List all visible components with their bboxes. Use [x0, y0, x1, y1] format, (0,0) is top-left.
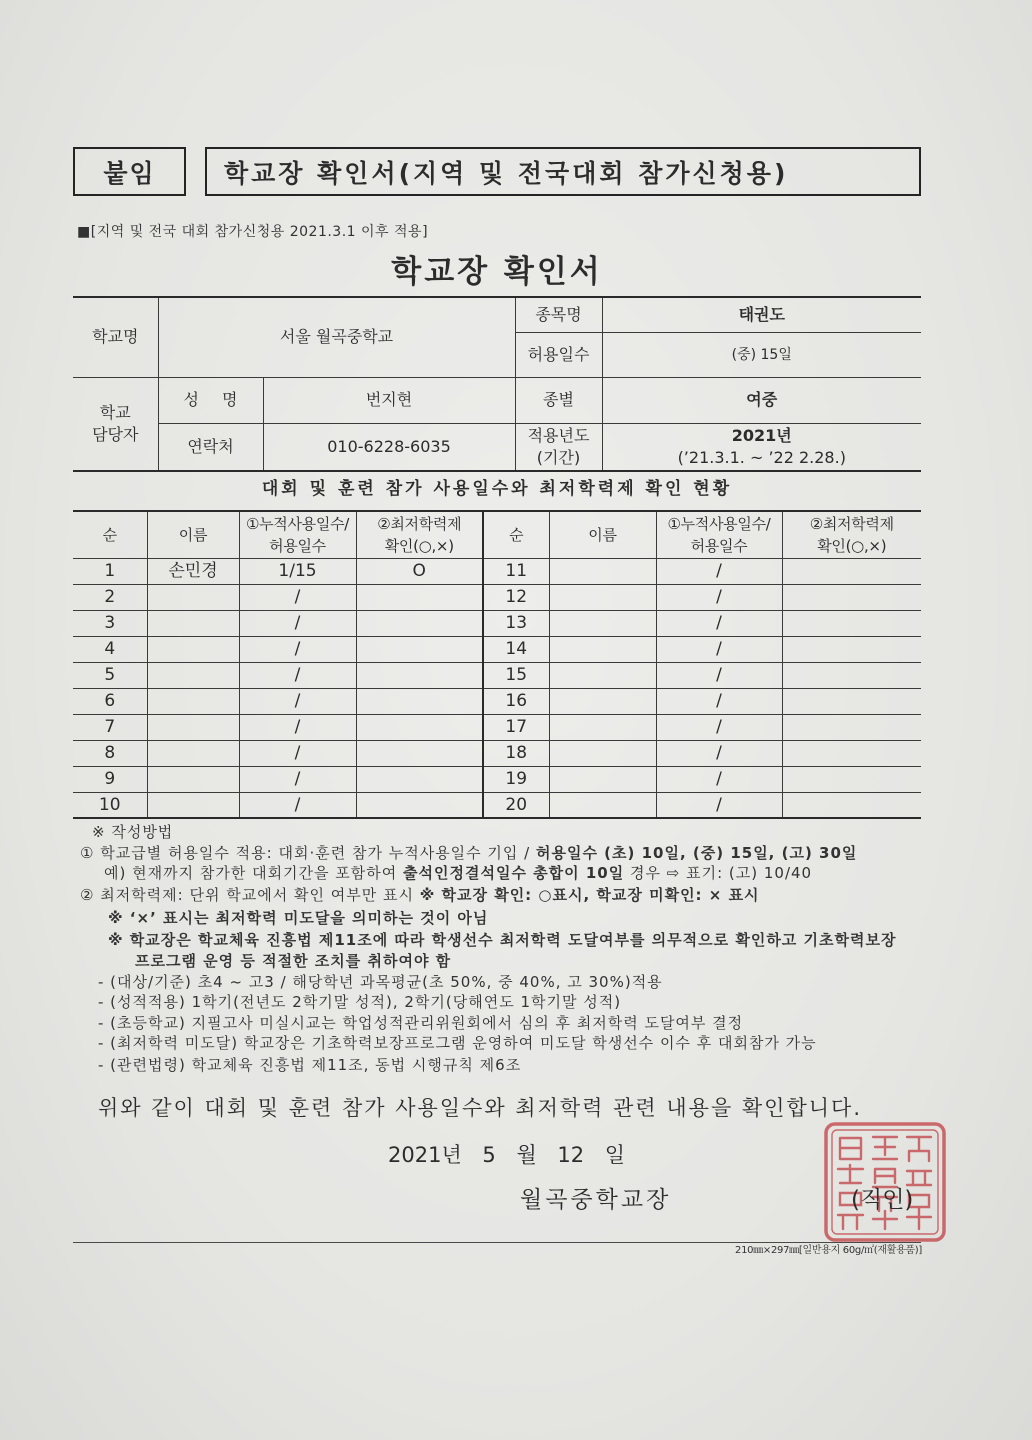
days-used-cell: / — [239, 740, 356, 766]
days-used-cell: / — [239, 584, 356, 610]
seal-label: (직인) — [851, 1187, 914, 1213]
school-name-value: 서울 월곡중학교 — [158, 297, 515, 377]
row-number-cell: 5 — [73, 662, 147, 688]
period-year: 2021년 — [731, 425, 792, 445]
athlete-name-cell: 손민경 — [147, 558, 239, 584]
table-header-row — [73, 511, 921, 558]
days-used-cell: / — [656, 610, 782, 636]
header-academic-check-line: ②최저학력제 — [377, 514, 462, 533]
note-example-text: 경우 ⇨ 표기: (고) 10/40 — [624, 864, 813, 882]
athlete-name-cell — [549, 584, 656, 610]
manager-name-value: 번지현 — [263, 377, 515, 423]
row-number-cell: 8 — [73, 740, 147, 766]
info-row — [73, 377, 921, 423]
period-label-line: 적용년도 — [527, 425, 590, 445]
athlete-name-cell — [549, 792, 656, 818]
row-number-cell: 17 — [483, 714, 549, 740]
days-used-cell: / — [656, 792, 782, 818]
note-example — [104, 863, 812, 883]
academic-check-cell — [356, 584, 483, 610]
athlete-name-cell — [147, 584, 239, 610]
note-item-1 — [80, 843, 857, 863]
academic-check-cell — [356, 766, 483, 792]
days-used-cell: / — [239, 636, 356, 662]
header-no: 순 — [73, 511, 147, 558]
academic-check-cell — [782, 610, 921, 636]
days-used-cell: / — [656, 584, 782, 610]
header-days-used — [239, 511, 356, 558]
row-number-cell: 4 — [73, 636, 147, 662]
athlete-name-cell — [147, 740, 239, 766]
days-used-cell: / — [656, 662, 782, 688]
athlete-name-cell — [549, 662, 656, 688]
allowed-days-value: (중) 15일 — [602, 332, 921, 377]
athlete-name-cell — [549, 688, 656, 714]
row-number-cell: 11 — [483, 558, 549, 584]
signer-title: 월곡중학교장 — [520, 1187, 672, 1213]
row-number-cell: 10 — [73, 792, 147, 818]
note-remark-1: ※ ‘×’ 표시는 최저학력 미도달을 의미하는 것이 아님 — [108, 909, 489, 927]
academic-check-cell — [782, 688, 921, 714]
athlete-name-cell — [147, 636, 239, 662]
note-detail: - (대상/기준) 초4 ~ 고3 / 해당학년 과목평균(초 50%, 중 40%, 고 30%)적용 — [98, 973, 663, 991]
row-number-cell: 13 — [483, 610, 549, 636]
info-row — [73, 297, 921, 332]
note-item-1-text: ① 학교급별 허용일수 적용: 대회·훈련 참가 누적사용일수 기입 / — [80, 844, 536, 862]
period-range: (’21.3.1. ~ ’22 2.28.) — [677, 447, 846, 467]
header-academic-check-line: ②최저학력제 — [809, 514, 894, 533]
note-example-text: 예) 현재까지 참가한 대회기간을 포함하여 — [104, 864, 404, 882]
bottom-rule — [73, 1242, 921, 1243]
academic-check-cell — [356, 740, 483, 766]
note-detail: - (초등학교) 지필고사 미실시교는 학업성적관리위원회에서 심의 후 최저학력 도달여부 결정 — [98, 1014, 744, 1032]
header-academic-check — [782, 511, 921, 558]
academic-check-cell — [356, 792, 483, 818]
table-row — [73, 792, 921, 818]
days-used-cell: / — [239, 792, 356, 818]
sport-value: 태권도 — [602, 297, 921, 332]
days-used-cell: / — [239, 688, 356, 714]
note-item-2-text: ② 최저학력제: 단위 학교에서 확인 여부만 표시 — [80, 886, 420, 904]
athlete-name-cell — [147, 792, 239, 818]
note-detail: - (관련법령) 학교체육 진흥법 제11조, 동법 시행규칙 제6조 — [98, 1056, 522, 1074]
phone-value: 010-6228-6035 — [263, 423, 515, 471]
note-detail: - (성적적용) 1학기(전년도 2학기말 성적), 2학기(당해연도 1학기말 성적) — [98, 993, 622, 1011]
period-label — [515, 423, 602, 471]
row-number-cell: 15 — [483, 662, 549, 688]
note-example-emphasis: 출석인정결석일수 총합이 10일 — [403, 864, 625, 882]
sport-label: 종목명 — [515, 297, 602, 332]
row-number-cell: 3 — [73, 610, 147, 636]
note-remark-2-continued: 프로그램 운영 등 적절한 조치를 취하여야 함 — [135, 952, 452, 970]
table-row — [73, 766, 921, 792]
academic-check-cell — [782, 766, 921, 792]
academic-check-cell — [782, 636, 921, 662]
header-name: 이름 — [147, 511, 239, 558]
table-row — [73, 688, 921, 714]
table-row — [73, 610, 921, 636]
header-days-used-line: ①누적사용일수/ — [667, 514, 771, 533]
row-number-cell: 6 — [73, 688, 147, 714]
athlete-name-cell — [147, 610, 239, 636]
days-used-cell: / — [656, 766, 782, 792]
document-title: 학교장 확인서 — [391, 254, 603, 290]
table-body — [73, 558, 921, 818]
row-number-cell: 2 — [73, 584, 147, 610]
days-used-cell: / — [239, 714, 356, 740]
table-row — [73, 636, 921, 662]
header-academic-check-line: 확인(○,×) — [817, 536, 887, 555]
header-days-used — [656, 511, 782, 558]
row-number-cell: 20 — [483, 792, 549, 818]
period-label-line: (기간) — [536, 447, 581, 467]
note-item-2 — [80, 885, 760, 905]
athlete-name-cell — [549, 636, 656, 662]
issue-date: 2021년 5 월 12 일 — [388, 1143, 626, 1167]
seal-engraving — [826, 1124, 944, 1240]
athlete-name-cell — [549, 558, 656, 584]
row-number-cell: 14 — [483, 636, 549, 662]
header-no: 순 — [483, 511, 549, 558]
name-label: 성 명 — [158, 377, 263, 423]
school-manager-label-line: 학교 — [99, 402, 131, 422]
athlete-name-cell — [147, 714, 239, 740]
note-remark-2: ※ 학교장은 학교체육 진흥법 제11조에 따라 학생선수 최저학력 도달여부를 의무적으로 확인하고 기초학력보장 — [108, 931, 897, 949]
athlete-name-cell — [549, 766, 656, 792]
days-used-cell: / — [239, 662, 356, 688]
athlete-name-cell — [147, 766, 239, 792]
paper-spec: 210㎜×297㎜[일반용지 60g/㎡(재활용품)] — [735, 1245, 922, 1256]
header-academic-check-line: 확인(○,×) — [384, 536, 454, 555]
note-detail: - (최저학력 미도달) 학교장은 기초학력보장프로그램 운영하여 미도달 학생선수 이수 후 대회참가 가능 — [98, 1034, 817, 1052]
table-row — [73, 662, 921, 688]
info-row — [73, 423, 921, 471]
row-number-cell: 12 — [483, 584, 549, 610]
header-days-used-line: ①누적사용일수/ — [245, 514, 350, 533]
days-used-cell: / — [656, 688, 782, 714]
athlete-name-cell — [549, 714, 656, 740]
athlete-name-cell — [549, 740, 656, 766]
form-title: 학교장 확인서(지역 및 전국대회 참가신청용) — [224, 158, 789, 188]
attachment-label-box — [73, 147, 186, 196]
academic-check-cell — [782, 740, 921, 766]
days-used-cell: / — [656, 636, 782, 662]
notes-heading: ※ 작성방법 — [92, 823, 174, 841]
school-info-table — [73, 296, 921, 472]
note-item-2-marking: ※ 학교장 확인: ○표시, 학교장 미확인: × 표시 — [419, 886, 760, 904]
form-title-box — [205, 147, 921, 196]
scope-note: ■[지역 및 전국 대회 참가신청용 2021.3.1 이후 적용] — [77, 224, 429, 240]
days-used-cell: / — [239, 766, 356, 792]
days-used-cell: 1/15 — [239, 558, 356, 584]
attachment-label: 붙임 — [103, 158, 156, 188]
period-value — [602, 423, 921, 471]
phone-label: 연락처 — [158, 423, 263, 471]
header-days-used-line: 허용일수 — [690, 536, 748, 555]
participation-status-table — [73, 510, 921, 819]
table-row — [73, 740, 921, 766]
header-days-used-line: 허용일수 — [269, 536, 326, 555]
academic-check-cell: O — [356, 558, 483, 584]
header-academic-check — [356, 511, 483, 558]
confirmation-statement: 위와 같이 대회 및 훈련 참가 사용일수와 최저학력 관련 내용을 확인합니다. — [98, 1096, 863, 1120]
allowed-days-label: 허용일수 — [515, 332, 602, 377]
academic-check-cell — [782, 792, 921, 818]
academic-check-cell — [356, 610, 483, 636]
athlete-name-cell — [147, 662, 239, 688]
days-used-cell: / — [656, 740, 782, 766]
days-used-cell: / — [656, 558, 782, 584]
days-used-cell: / — [239, 610, 356, 636]
row-number-cell: 16 — [483, 688, 549, 714]
official-seal — [823, 1121, 947, 1243]
academic-check-cell — [356, 714, 483, 740]
division-label: 종별 — [515, 377, 602, 423]
school-manager-label-line: 담당자 — [92, 424, 139, 444]
section-title: 대회 및 훈련 참가 사용일수와 최저학력제 확인 현황 — [261, 479, 733, 499]
school-manager-label — [73, 377, 158, 471]
row-number-cell: 19 — [483, 766, 549, 792]
row-number-cell: 1 — [73, 558, 147, 584]
header-name: 이름 — [549, 511, 656, 558]
academic-check-cell — [356, 636, 483, 662]
academic-check-cell — [782, 558, 921, 584]
athlete-name-cell — [147, 688, 239, 714]
row-number-cell: 7 — [73, 714, 147, 740]
table-row — [73, 558, 921, 584]
school-name-label: 학교명 — [73, 297, 158, 377]
athlete-name-cell — [549, 610, 656, 636]
row-number-cell: 18 — [483, 740, 549, 766]
row-number-cell: 9 — [73, 766, 147, 792]
table-row — [73, 714, 921, 740]
days-used-cell: / — [656, 714, 782, 740]
academic-check-cell — [356, 662, 483, 688]
academic-check-cell — [782, 662, 921, 688]
academic-check-cell — [782, 584, 921, 610]
division-value: 여중 — [602, 377, 921, 423]
note-item-1-allowed-days: 허용일수 (초) 10일, (중) 15일, (고) 30일 — [536, 844, 858, 862]
academic-check-cell — [782, 714, 921, 740]
academic-check-cell — [356, 688, 483, 714]
table-row — [73, 584, 921, 610]
